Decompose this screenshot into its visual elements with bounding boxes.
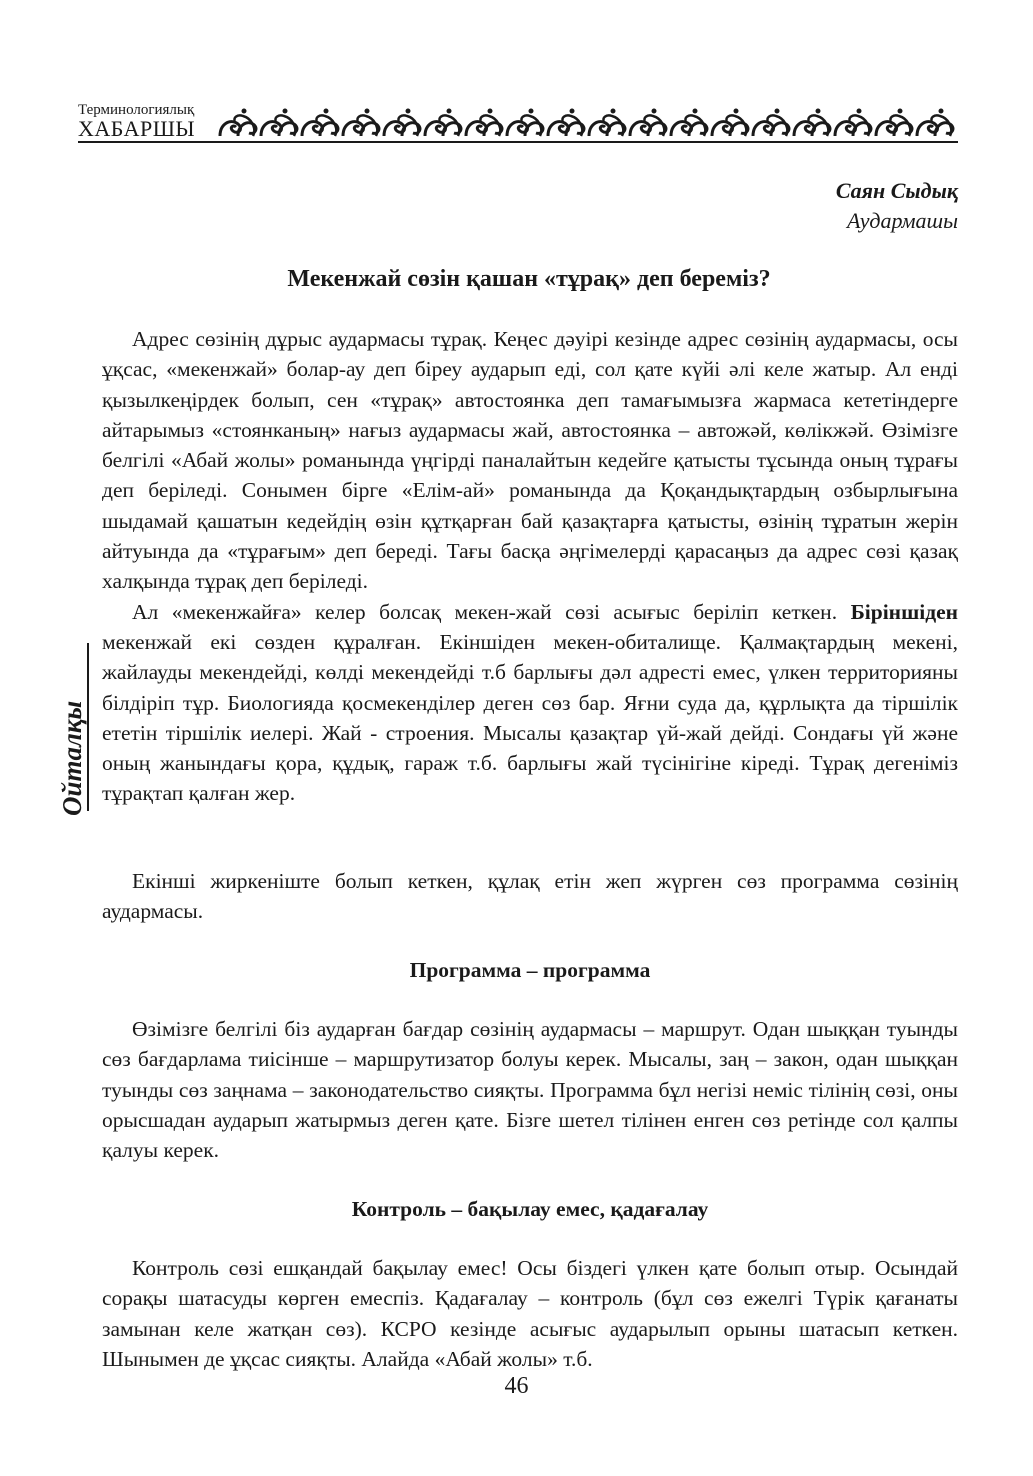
header-ornament [215, 100, 958, 144]
ornament-motif [261, 109, 297, 137]
ornament-motif [876, 109, 912, 137]
ornament-motif [302, 109, 338, 137]
ornament-motif [507, 109, 543, 137]
ornament-motif [753, 109, 789, 137]
paragraph-text: Ал «мекенжайға» келер болсақ мекен-жай сөзі асығыс беріліп кеткен. [132, 599, 851, 624]
header-rule [78, 141, 958, 143]
article-title: Мекенжай сөзін қашан «тұрақ» деп береміз? [287, 266, 771, 292]
ornament-motif [425, 109, 461, 137]
body-section-1 [102, 324, 958, 809]
journal-name-small: Терминологиялық [78, 102, 195, 118]
ornament-motif [384, 109, 420, 137]
paragraph-text: мекенжай екі сөзден құралған. Екіншіден мекен-обиталище. Қалмақтардың мекені, жайлауды мекендейді, көлді мекендейді т.б барлығы дәл адресті емес, үлкен территорияны білдіріп тұр. Биологияда қосмекенділер деген сөз бар. Яғни суда да, құрлықта да тіршілік ететін тіршілік иелері. Жай - строения. Мысалы қазақтар үй-жай дейді. Сондағы үй және оның жанындағы қора, құдық, гараж т.б. барлығы жай түсінігіне кіреді. Тұрақ дегеніміз тұрақтап қалған жер. [102, 629, 958, 806]
body-section-3 [102, 1014, 958, 1165]
author-block [836, 176, 958, 236]
ornament-motif [671, 109, 707, 137]
paragraph: Контроль сөзі ешқандай бақылау емес! Осы біздегі үлкен қате болып отыр. Осындай сорақы шатасуды көрген емеспіз. Қадағалау – контроль (бұл сөз ежелгі Түрік қағанаты замынан келе жатқан сөз). КСРО кезінде асығыс аударылып орыны шатасып кеткен. Шынымен де ұқсас сияқты. Алайда «Абай жолы» т.б. [102, 1256, 958, 1371]
body-section-4 [102, 1253, 958, 1374]
ornament-motif [589, 109, 625, 137]
side-rule [87, 643, 89, 811]
ornament-motif [712, 109, 748, 137]
emphasis-text: Біріншіден [850, 599, 958, 624]
paragraph: Өзімізге белгілі біз аударған бағдар сөзінің аудармасы – маршрут. Одан шыққан туынды сөз бағдарлама тиісінше – маршрутизатор болуы керек. Мысалы, заң – закон, одан шыққан туынды сөз заңнама – законодательство сияқты. Программа бұл негізі неміс тілінің сөзі, оны орысшадан аударып жатырмыз деген қате. Бізге шетел тілінен енген сөз ретінде сол қалпы қалуы керек. [102, 1017, 958, 1163]
subheading: Программа – программа [409, 958, 651, 982]
journal-name-large: ХАБАРШЫ [78, 116, 196, 141]
page-number: 46 [504, 1373, 529, 1399]
ornament-motif [343, 109, 379, 137]
ornament-motif [466, 109, 502, 137]
body-section-2 [102, 866, 958, 927]
section-side-label: Ойталқы [57, 700, 87, 816]
ornament-motif [835, 109, 871, 137]
paragraph [102, 597, 958, 809]
ornament-motif [917, 109, 953, 137]
author-name: Саян Сыдық [835, 178, 958, 203]
ornament-motif [220, 109, 256, 137]
paragraph: Адрес сөзінің дұрыс аудармасы тұрақ. Кеңес дәуірі кезінде адрес сөзінің аудармасы, осы ұқсас, «мекенжай» болар-ау деп біреу аударып еді, сол қате күйі әлі келе жатыр. Ал енді қызылкеңірдек болып, сен «тұрақ» автостоянка деп тамағымызға жармаса кететіндерге айтарымыз «стоянканың» нағыз аудармасы жай, автостоянка – автожәй, көлікжәй. Өзімізге белгілі «Абай жолы» романында үңгірді паналайтын кедейге қатысты тұсында оның тұрағы деп беріледі. Сонымен бірге «Елім-ай» романында да Қоқандықтардың озбырлығына шыдамай қашатын кедейдің өзін құтқарған бай қазақтарға қатысты, өзінің тұратын жерін айтуында да «тұрағым» деп береді. Тағы басқа әңгімелерді қарасаңыз да адрес сөзі қазақ халқында тұрақ деп беріледі. [102, 327, 958, 594]
subheading: Контроль – бақылау емес, қадағалау [351, 1197, 709, 1221]
ornament-motif [794, 109, 830, 137]
paragraph: Екінші жиркеніште болып кеткен, құлақ етін жеп жүрген сөз программа сөзінің аудармасы. [102, 869, 958, 924]
ornament-motif [630, 109, 666, 137]
ornament-motif [548, 109, 584, 137]
author-role: Аудармашы [847, 208, 958, 233]
